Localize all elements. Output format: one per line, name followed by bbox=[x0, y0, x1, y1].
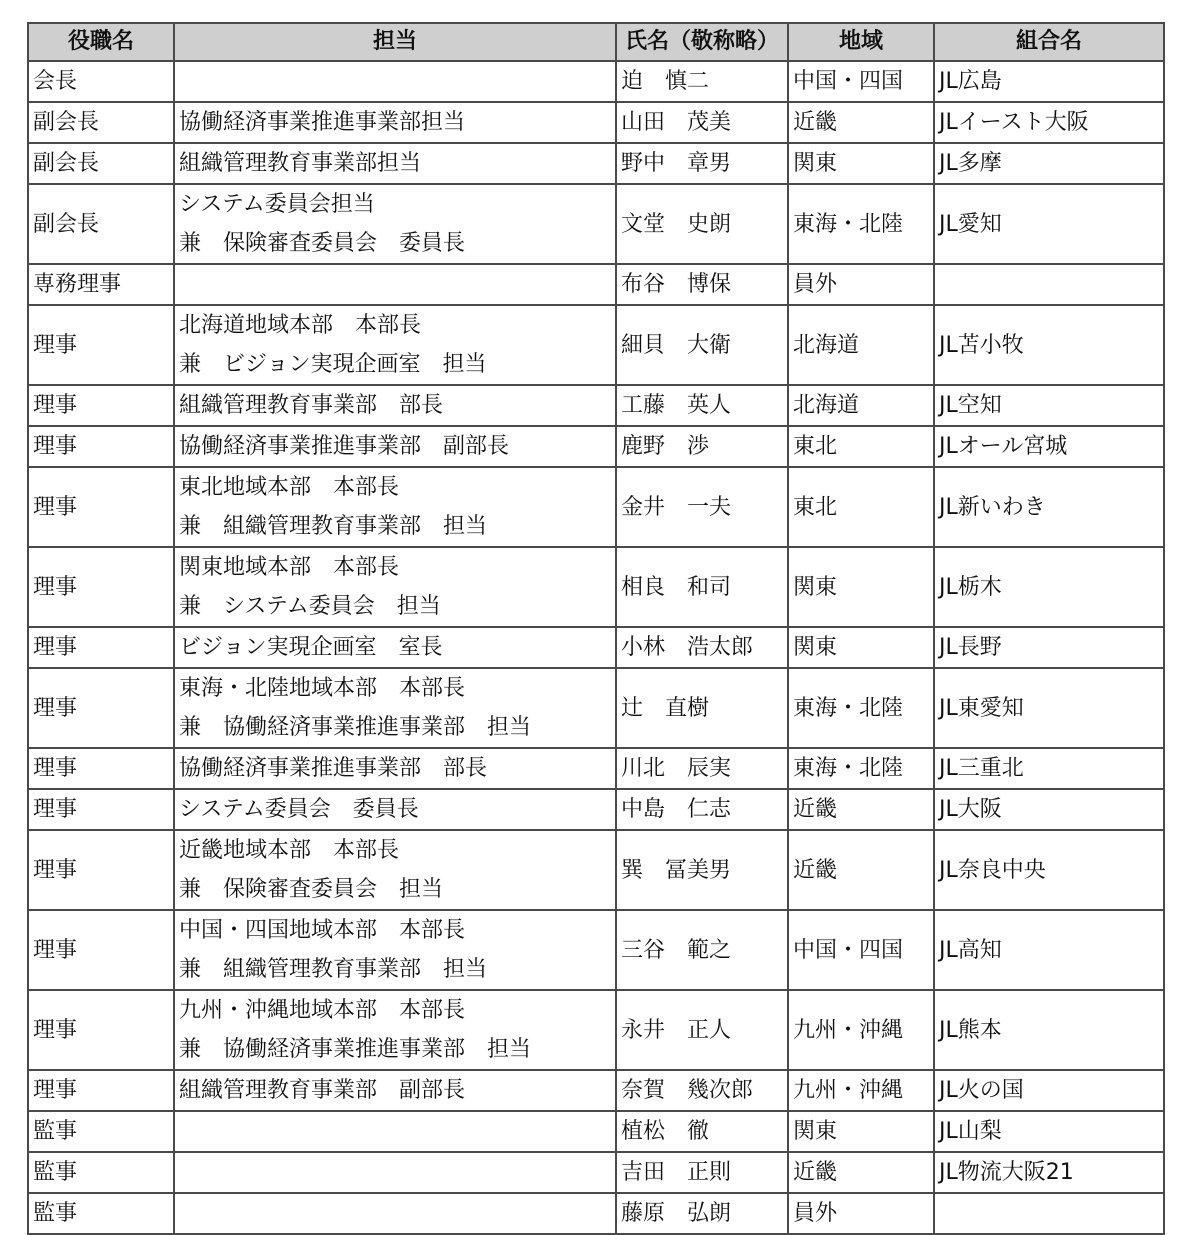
region-cell: 北海道 bbox=[788, 305, 934, 385]
union-cell: JL新いわき bbox=[934, 467, 1164, 547]
union-cell: JL長野 bbox=[934, 627, 1164, 668]
duty-cell bbox=[174, 102, 616, 143]
union-cell: JL奈良中央 bbox=[934, 830, 1164, 910]
role-cell: 理事 bbox=[28, 830, 174, 910]
role-cell: 専務理事 bbox=[28, 264, 174, 305]
duty-line: 兼 保険審査委員会 委員長 bbox=[179, 231, 466, 256]
table-row bbox=[28, 184, 1164, 264]
region-cell: 員外 bbox=[788, 1193, 934, 1234]
duty-line: 近畿地域本部 本部長 bbox=[179, 838, 400, 863]
header-region: 地域 bbox=[788, 23, 934, 61]
role-cell: 理事 bbox=[28, 789, 174, 830]
table-row bbox=[28, 143, 1164, 184]
duty-line: 九州・沖縄地域本部 本部長 bbox=[179, 998, 466, 1023]
duty-cell bbox=[174, 789, 616, 830]
table-row bbox=[28, 385, 1164, 426]
table-row bbox=[28, 1152, 1164, 1193]
table-row bbox=[28, 748, 1164, 789]
duty-line: 北海道地域本部 本部長 bbox=[179, 313, 422, 338]
duty-cell bbox=[174, 305, 616, 385]
region-cell: 九州・沖縄 bbox=[788, 990, 934, 1070]
role-cell: 理事 bbox=[28, 305, 174, 385]
name-cell: 野中 章男 bbox=[616, 143, 788, 184]
duty-cell bbox=[174, 830, 616, 910]
region-cell: 近畿 bbox=[788, 1152, 934, 1193]
duty-cell bbox=[174, 990, 616, 1070]
duty-cell bbox=[174, 61, 616, 102]
union-cell: JL火の国 bbox=[934, 1070, 1164, 1111]
table-body bbox=[28, 61, 1164, 1234]
union-cell: JL空知 bbox=[934, 385, 1164, 426]
role-cell: 理事 bbox=[28, 990, 174, 1070]
table-row bbox=[28, 426, 1164, 467]
region-cell: 員外 bbox=[788, 264, 934, 305]
duty-line: 中国・四国地域本部 本部長 bbox=[179, 918, 466, 943]
role-cell: 理事 bbox=[28, 426, 174, 467]
role-cell: 監事 bbox=[28, 1111, 174, 1152]
region-cell: 近畿 bbox=[788, 789, 934, 830]
duty-line: 兼 ビジョン実現企画室 担当 bbox=[179, 352, 487, 377]
name-cell: 小林 浩太郎 bbox=[616, 627, 788, 668]
duty-line: 兼 組織管理教育事業部 担当 bbox=[179, 957, 488, 982]
duty-cell bbox=[174, 426, 616, 467]
duty-line: 東海・北陸地域本部 本部長 bbox=[179, 676, 466, 701]
duty-line: 組織管理教育事業部 副部長 bbox=[179, 1078, 466, 1103]
duty-cell bbox=[174, 1070, 616, 1111]
duty-cell bbox=[174, 748, 616, 789]
duty-cell bbox=[174, 264, 616, 305]
table-row bbox=[28, 1111, 1164, 1152]
duty-cell bbox=[174, 1152, 616, 1193]
union-cell: JL苫小牧 bbox=[934, 305, 1164, 385]
role-cell: 理事 bbox=[28, 385, 174, 426]
header-union: 組合名 bbox=[934, 23, 1164, 61]
region-cell: 関東 bbox=[788, 547, 934, 627]
table-row bbox=[28, 990, 1164, 1070]
name-cell: 迫 慎二 bbox=[616, 61, 788, 102]
duty-line: 協働経済事業推進事業部 副部長 bbox=[179, 434, 510, 459]
union-cell: JL栃木 bbox=[934, 547, 1164, 627]
table-row bbox=[28, 102, 1164, 143]
table-row bbox=[28, 467, 1164, 547]
duty-line: システム委員会担当 bbox=[179, 192, 375, 217]
union-cell bbox=[934, 264, 1164, 305]
duty-cell bbox=[174, 184, 616, 264]
role-cell: 理事 bbox=[28, 467, 174, 547]
union-cell: JL大阪 bbox=[934, 789, 1164, 830]
union-cell bbox=[934, 1193, 1164, 1234]
union-cell: JLイースト大阪 bbox=[934, 102, 1164, 143]
duty-cell bbox=[174, 385, 616, 426]
duty-cell bbox=[174, 668, 616, 748]
name-cell: 文堂 史朗 bbox=[616, 184, 788, 264]
duty-cell bbox=[174, 547, 616, 627]
table-row bbox=[28, 547, 1164, 627]
duty-line: ビジョン実現企画室 室長 bbox=[179, 635, 443, 660]
role-cell: 理事 bbox=[28, 748, 174, 789]
region-cell: 近畿 bbox=[788, 830, 934, 910]
region-cell: 関東 bbox=[788, 143, 934, 184]
region-cell: 中国・四国 bbox=[788, 910, 934, 990]
role-cell: 理事 bbox=[28, 910, 174, 990]
name-cell: 山田 茂美 bbox=[616, 102, 788, 143]
name-cell: 中島 仁志 bbox=[616, 789, 788, 830]
duty-line: 兼 協働経済事業推進事業部 担当 bbox=[179, 1037, 532, 1062]
role-cell: 監事 bbox=[28, 1152, 174, 1193]
name-cell: 植松 徹 bbox=[616, 1111, 788, 1152]
duty-line: 兼 組織管理教育事業部 担当 bbox=[179, 514, 488, 539]
duty-cell bbox=[174, 143, 616, 184]
name-cell: 三谷 範之 bbox=[616, 910, 788, 990]
duty-line: 組織管理教育事業部 部長 bbox=[179, 393, 444, 418]
duty-line: システム委員会 委員長 bbox=[179, 797, 419, 822]
table-row bbox=[28, 627, 1164, 668]
union-cell: JL高知 bbox=[934, 910, 1164, 990]
union-cell: JL愛知 bbox=[934, 184, 1164, 264]
duty-cell bbox=[174, 1111, 616, 1152]
region-cell: 関東 bbox=[788, 1111, 934, 1152]
table-row bbox=[28, 264, 1164, 305]
region-cell: 近畿 bbox=[788, 102, 934, 143]
duty-cell bbox=[174, 1193, 616, 1234]
table-row bbox=[28, 910, 1164, 990]
region-cell: 中国・四国 bbox=[788, 61, 934, 102]
duty-cell bbox=[174, 910, 616, 990]
name-cell: 藤原 弘朗 bbox=[616, 1193, 788, 1234]
union-cell: JL物流大阪21 bbox=[934, 1152, 1164, 1193]
header-role: 役職名 bbox=[28, 23, 174, 61]
union-cell: JL山梨 bbox=[934, 1111, 1164, 1152]
name-cell: 永井 正人 bbox=[616, 990, 788, 1070]
region-cell: 東海・北陸 bbox=[788, 184, 934, 264]
name-cell: 吉田 正則 bbox=[616, 1152, 788, 1193]
name-cell: 相良 和司 bbox=[616, 547, 788, 627]
table-row bbox=[28, 1070, 1164, 1111]
union-cell: JL東愛知 bbox=[934, 668, 1164, 748]
union-cell: JL多摩 bbox=[934, 143, 1164, 184]
role-cell: 監事 bbox=[28, 1193, 174, 1234]
region-cell: 九州・沖縄 bbox=[788, 1070, 934, 1111]
table-row bbox=[28, 305, 1164, 385]
officers-table bbox=[27, 22, 1165, 1235]
role-cell: 理事 bbox=[28, 1070, 174, 1111]
table-row bbox=[28, 668, 1164, 748]
duty-line: 兼 システム委員会 担当 bbox=[179, 594, 441, 619]
duty-line: 協働経済事業推進事業部 部長 bbox=[179, 756, 488, 781]
name-cell: 布谷 博保 bbox=[616, 264, 788, 305]
duty-line: 組織管理教育事業部担当 bbox=[179, 151, 422, 176]
header-name: 氏名（敬称略） bbox=[616, 23, 788, 61]
region-cell: 東海・北陸 bbox=[788, 668, 934, 748]
role-cell: 副会長 bbox=[28, 102, 174, 143]
header-duty: 担当 bbox=[174, 23, 616, 61]
name-cell: 奈賀 幾次郎 bbox=[616, 1070, 788, 1111]
region-cell: 北海道 bbox=[788, 385, 934, 426]
name-cell: 鹿野 渉 bbox=[616, 426, 788, 467]
region-cell: 東海・北陸 bbox=[788, 748, 934, 789]
union-cell: JL広島 bbox=[934, 61, 1164, 102]
duty-line: 兼 保険審査委員会 担当 bbox=[179, 877, 444, 902]
name-cell: 辻 直樹 bbox=[616, 668, 788, 748]
table-row bbox=[28, 830, 1164, 910]
duty-cell bbox=[174, 467, 616, 547]
duty-line: 兼 協働経済事業推進事業部 担当 bbox=[179, 715, 532, 740]
role-cell: 副会長 bbox=[28, 184, 174, 264]
name-cell: 細貝 大衛 bbox=[616, 305, 788, 385]
role-cell: 会長 bbox=[28, 61, 174, 102]
table-row bbox=[28, 61, 1164, 102]
duty-cell bbox=[174, 627, 616, 668]
table-row bbox=[28, 789, 1164, 830]
name-cell: 巽 冨美男 bbox=[616, 830, 788, 910]
duty-line: 関東地域本部 本部長 bbox=[179, 555, 400, 580]
region-cell: 東北 bbox=[788, 426, 934, 467]
region-cell: 関東 bbox=[788, 627, 934, 668]
role-cell: 理事 bbox=[28, 668, 174, 748]
name-cell: 金井 一夫 bbox=[616, 467, 788, 547]
duty-line: 協働経済事業推進事業部担当 bbox=[179, 110, 466, 135]
role-cell: 副会長 bbox=[28, 143, 174, 184]
header-row bbox=[28, 23, 1164, 61]
table-row bbox=[28, 1193, 1164, 1234]
name-cell: 川北 辰実 bbox=[616, 748, 788, 789]
name-cell: 工藤 英人 bbox=[616, 385, 788, 426]
role-cell: 理事 bbox=[28, 547, 174, 627]
region-cell: 東北 bbox=[788, 467, 934, 547]
role-cell: 理事 bbox=[28, 627, 174, 668]
union-cell: JL熊本 bbox=[934, 990, 1164, 1070]
union-cell: JL三重北 bbox=[934, 748, 1164, 789]
union-cell: JLオール宮城 bbox=[934, 426, 1164, 467]
duty-line: 東北地域本部 本部長 bbox=[179, 475, 400, 500]
